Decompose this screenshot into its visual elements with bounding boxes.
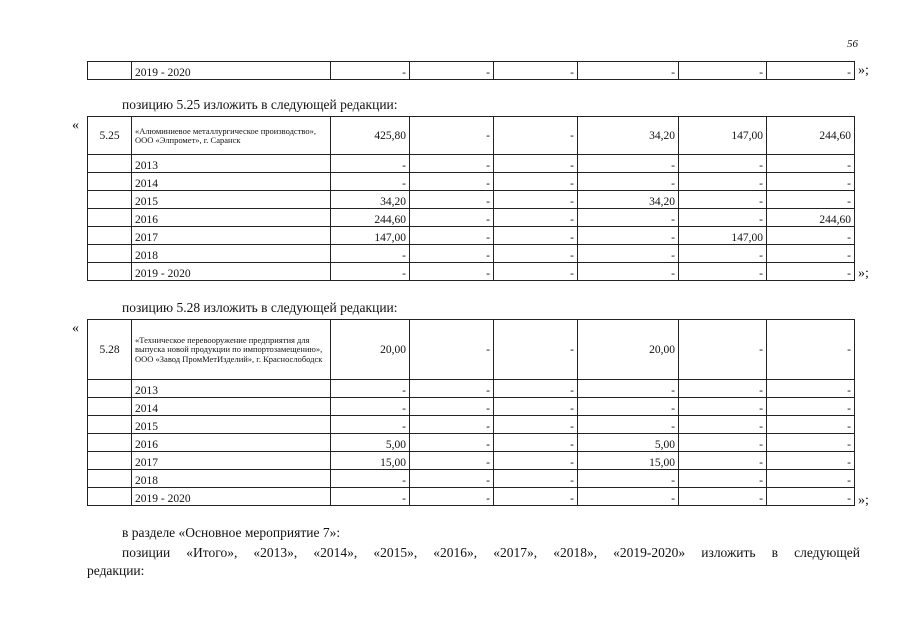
value-cell: - xyxy=(410,434,494,452)
value-cell: - xyxy=(679,488,767,506)
value-cell: 244,60 xyxy=(767,209,855,227)
value-cell: - xyxy=(331,245,410,263)
value-cell: - xyxy=(331,488,410,506)
positions-line: позиции «Итого», «2013», «2014», «2015», «2016», «2017», «2018», «2019-2020» изложить в следующей xyxy=(122,545,860,560)
empty-cell xyxy=(88,62,132,80)
value-cell: - xyxy=(331,416,410,434)
year-cell: 2014 xyxy=(132,398,331,416)
value-cell: - xyxy=(410,173,494,191)
value-cell: - xyxy=(494,245,578,263)
value-cell: 15,00 xyxy=(331,452,410,470)
value-cell: - xyxy=(679,173,767,191)
value-cell: - xyxy=(767,245,855,263)
value-cell: - xyxy=(767,398,855,416)
item-528-table xyxy=(87,319,855,506)
value-cell: - xyxy=(410,470,494,488)
value-cell: - xyxy=(578,209,679,227)
value-cell: - xyxy=(679,62,767,80)
table-row xyxy=(88,434,855,452)
value-cell: 425,80 xyxy=(331,117,410,155)
table-row xyxy=(88,488,855,506)
value-cell: - xyxy=(767,227,855,245)
value-cell: - xyxy=(494,209,578,227)
value-cell: 147,00 xyxy=(679,117,767,155)
open-quote: « xyxy=(72,118,79,133)
value-cell: - xyxy=(578,263,679,281)
value-cell: - xyxy=(410,263,494,281)
value-cell: 147,00 xyxy=(331,227,410,245)
year-cell: 2018 xyxy=(132,245,331,263)
value-cell: 244,60 xyxy=(767,117,855,155)
value-cell: - xyxy=(578,416,679,434)
value-cell: 244,60 xyxy=(331,209,410,227)
value-cell: 34,20 xyxy=(331,191,410,209)
value-cell: - xyxy=(767,470,855,488)
value-cell: - xyxy=(767,62,855,80)
empty-cell xyxy=(88,398,132,416)
value-cell: - xyxy=(767,434,855,452)
item-number: 5.28 xyxy=(88,320,132,380)
value-cell: - xyxy=(410,209,494,227)
empty-cell xyxy=(88,416,132,434)
year-cell: 2015 xyxy=(132,416,331,434)
value-cell: - xyxy=(494,191,578,209)
empty-cell xyxy=(88,434,132,452)
value-cell: - xyxy=(578,155,679,173)
value-cell: - xyxy=(494,62,578,80)
year-cell: 2013 xyxy=(132,380,331,398)
year-cell: 2019 - 2020 xyxy=(132,488,331,506)
value-cell: - xyxy=(494,227,578,245)
value-cell: - xyxy=(410,380,494,398)
year-cell: 2018 xyxy=(132,470,331,488)
value-cell: - xyxy=(578,398,679,416)
empty-cell xyxy=(88,245,132,263)
table-row xyxy=(88,398,855,416)
item-row xyxy=(88,117,855,155)
item-number: 5.25 xyxy=(88,117,132,155)
value-cell: - xyxy=(331,398,410,416)
empty-cell xyxy=(88,470,132,488)
value-cell: - xyxy=(767,263,855,281)
year-cell: 2016 xyxy=(132,434,331,452)
empty-cell xyxy=(88,227,132,245)
empty-cell xyxy=(88,263,132,281)
value-cell: - xyxy=(494,398,578,416)
year-cell: 2016 xyxy=(132,209,331,227)
empty-cell xyxy=(88,488,132,506)
value-cell: - xyxy=(767,173,855,191)
value-cell: - xyxy=(679,416,767,434)
table-row xyxy=(88,191,855,209)
value-cell: - xyxy=(578,380,679,398)
item-description: «Алюминиевое металлургическое производство», ООО «Элпромет», г. Саранск xyxy=(132,117,331,155)
value-cell: - xyxy=(578,470,679,488)
value-cell: - xyxy=(494,452,578,470)
section-525-intro: позицию 5.25 изложить в следующей редакции: xyxy=(122,97,398,112)
year-cell: 2014 xyxy=(132,173,331,191)
value-cell: - xyxy=(679,434,767,452)
value-cell: - xyxy=(767,320,855,380)
table-row xyxy=(88,470,855,488)
value-cell: - xyxy=(494,263,578,281)
value-cell: - xyxy=(679,155,767,173)
value-cell: - xyxy=(679,380,767,398)
open-quote: « xyxy=(72,321,79,336)
empty-cell xyxy=(88,155,132,173)
year-cell: 2017 xyxy=(132,452,331,470)
value-cell: - xyxy=(410,245,494,263)
value-cell: - xyxy=(410,155,494,173)
value-cell: - xyxy=(494,155,578,173)
value-cell: - xyxy=(679,470,767,488)
item-525-table xyxy=(87,116,855,281)
value-cell: - xyxy=(331,380,410,398)
close-quote: »; xyxy=(858,493,869,508)
value-cell: - xyxy=(410,320,494,380)
item-row xyxy=(88,320,855,380)
value-cell: - xyxy=(767,416,855,434)
section-528-intro: позицию 5.28 изложить в следующей редакции: xyxy=(122,300,398,315)
value-cell: 20,00 xyxy=(331,320,410,380)
value-cell: - xyxy=(679,245,767,263)
last-line: редакции: xyxy=(87,563,145,578)
value-cell: 5,00 xyxy=(331,434,410,452)
table-row xyxy=(88,263,855,281)
value-cell: 147,00 xyxy=(679,227,767,245)
value-cell: - xyxy=(494,117,578,155)
section-reference: в разделе «Основное мероприятие 7»: xyxy=(122,525,341,540)
value-cell: - xyxy=(494,320,578,380)
value-cell: - xyxy=(679,209,767,227)
value-cell: - xyxy=(494,488,578,506)
value-cell: - xyxy=(331,173,410,191)
empty-cell xyxy=(88,191,132,209)
value-cell: - xyxy=(494,470,578,488)
value-cell: - xyxy=(331,62,410,80)
value-cell: - xyxy=(767,155,855,173)
value-cell: - xyxy=(331,263,410,281)
value-cell: - xyxy=(679,398,767,416)
value-cell: - xyxy=(494,173,578,191)
empty-cell xyxy=(88,452,132,470)
year-cell: 2017 xyxy=(132,227,331,245)
value-cell: - xyxy=(679,191,767,209)
empty-cell xyxy=(88,173,132,191)
value-cell: - xyxy=(679,320,767,380)
value-cell: - xyxy=(410,416,494,434)
year-cell: 2013 xyxy=(132,155,331,173)
table-row xyxy=(88,62,855,80)
item-description: «Техническое перевооружение предприятия для выпуска новой продукции по импортозамещению», ООО «Завод ПромМетИзделий», г. Краснослободск xyxy=(132,320,331,380)
table-row xyxy=(88,227,855,245)
value-cell: - xyxy=(410,117,494,155)
table-row xyxy=(88,416,855,434)
value-cell: - xyxy=(578,488,679,506)
value-cell: - xyxy=(578,173,679,191)
value-cell: - xyxy=(767,191,855,209)
value-cell: - xyxy=(410,488,494,506)
table-row xyxy=(88,155,855,173)
value-cell: - xyxy=(494,380,578,398)
value-cell: - xyxy=(767,380,855,398)
year-cell: 2015 xyxy=(132,191,331,209)
value-cell: - xyxy=(331,155,410,173)
value-cell: - xyxy=(767,488,855,506)
value-cell: 34,20 xyxy=(578,117,679,155)
empty-cell xyxy=(88,380,132,398)
value-cell: - xyxy=(578,245,679,263)
value-cell: - xyxy=(578,62,679,80)
value-cell: - xyxy=(679,452,767,470)
continuation-table xyxy=(87,61,855,80)
table-row xyxy=(88,452,855,470)
value-cell: 5,00 xyxy=(578,434,679,452)
table-row xyxy=(88,173,855,191)
value-cell: - xyxy=(410,227,494,245)
close-quote: »; xyxy=(858,266,869,281)
value-cell: - xyxy=(578,227,679,245)
value-cell: 34,20 xyxy=(578,191,679,209)
year-cell: 2019 - 2020 xyxy=(132,62,331,80)
value-cell: - xyxy=(494,434,578,452)
table-row xyxy=(88,209,855,227)
table-row xyxy=(88,245,855,263)
value-cell: - xyxy=(410,452,494,470)
value-cell: - xyxy=(679,263,767,281)
value-cell: 15,00 xyxy=(578,452,679,470)
empty-cell xyxy=(88,209,132,227)
page-number: 56 xyxy=(847,38,858,50)
value-cell: - xyxy=(494,416,578,434)
table-row xyxy=(88,380,855,398)
value-cell: - xyxy=(331,470,410,488)
year-cell: 2019 - 2020 xyxy=(132,263,331,281)
value-cell: - xyxy=(767,452,855,470)
value-cell: 20,00 xyxy=(578,320,679,380)
close-quote: »; xyxy=(858,63,869,78)
value-cell: - xyxy=(410,398,494,416)
value-cell: - xyxy=(410,62,494,80)
value-cell: - xyxy=(410,191,494,209)
